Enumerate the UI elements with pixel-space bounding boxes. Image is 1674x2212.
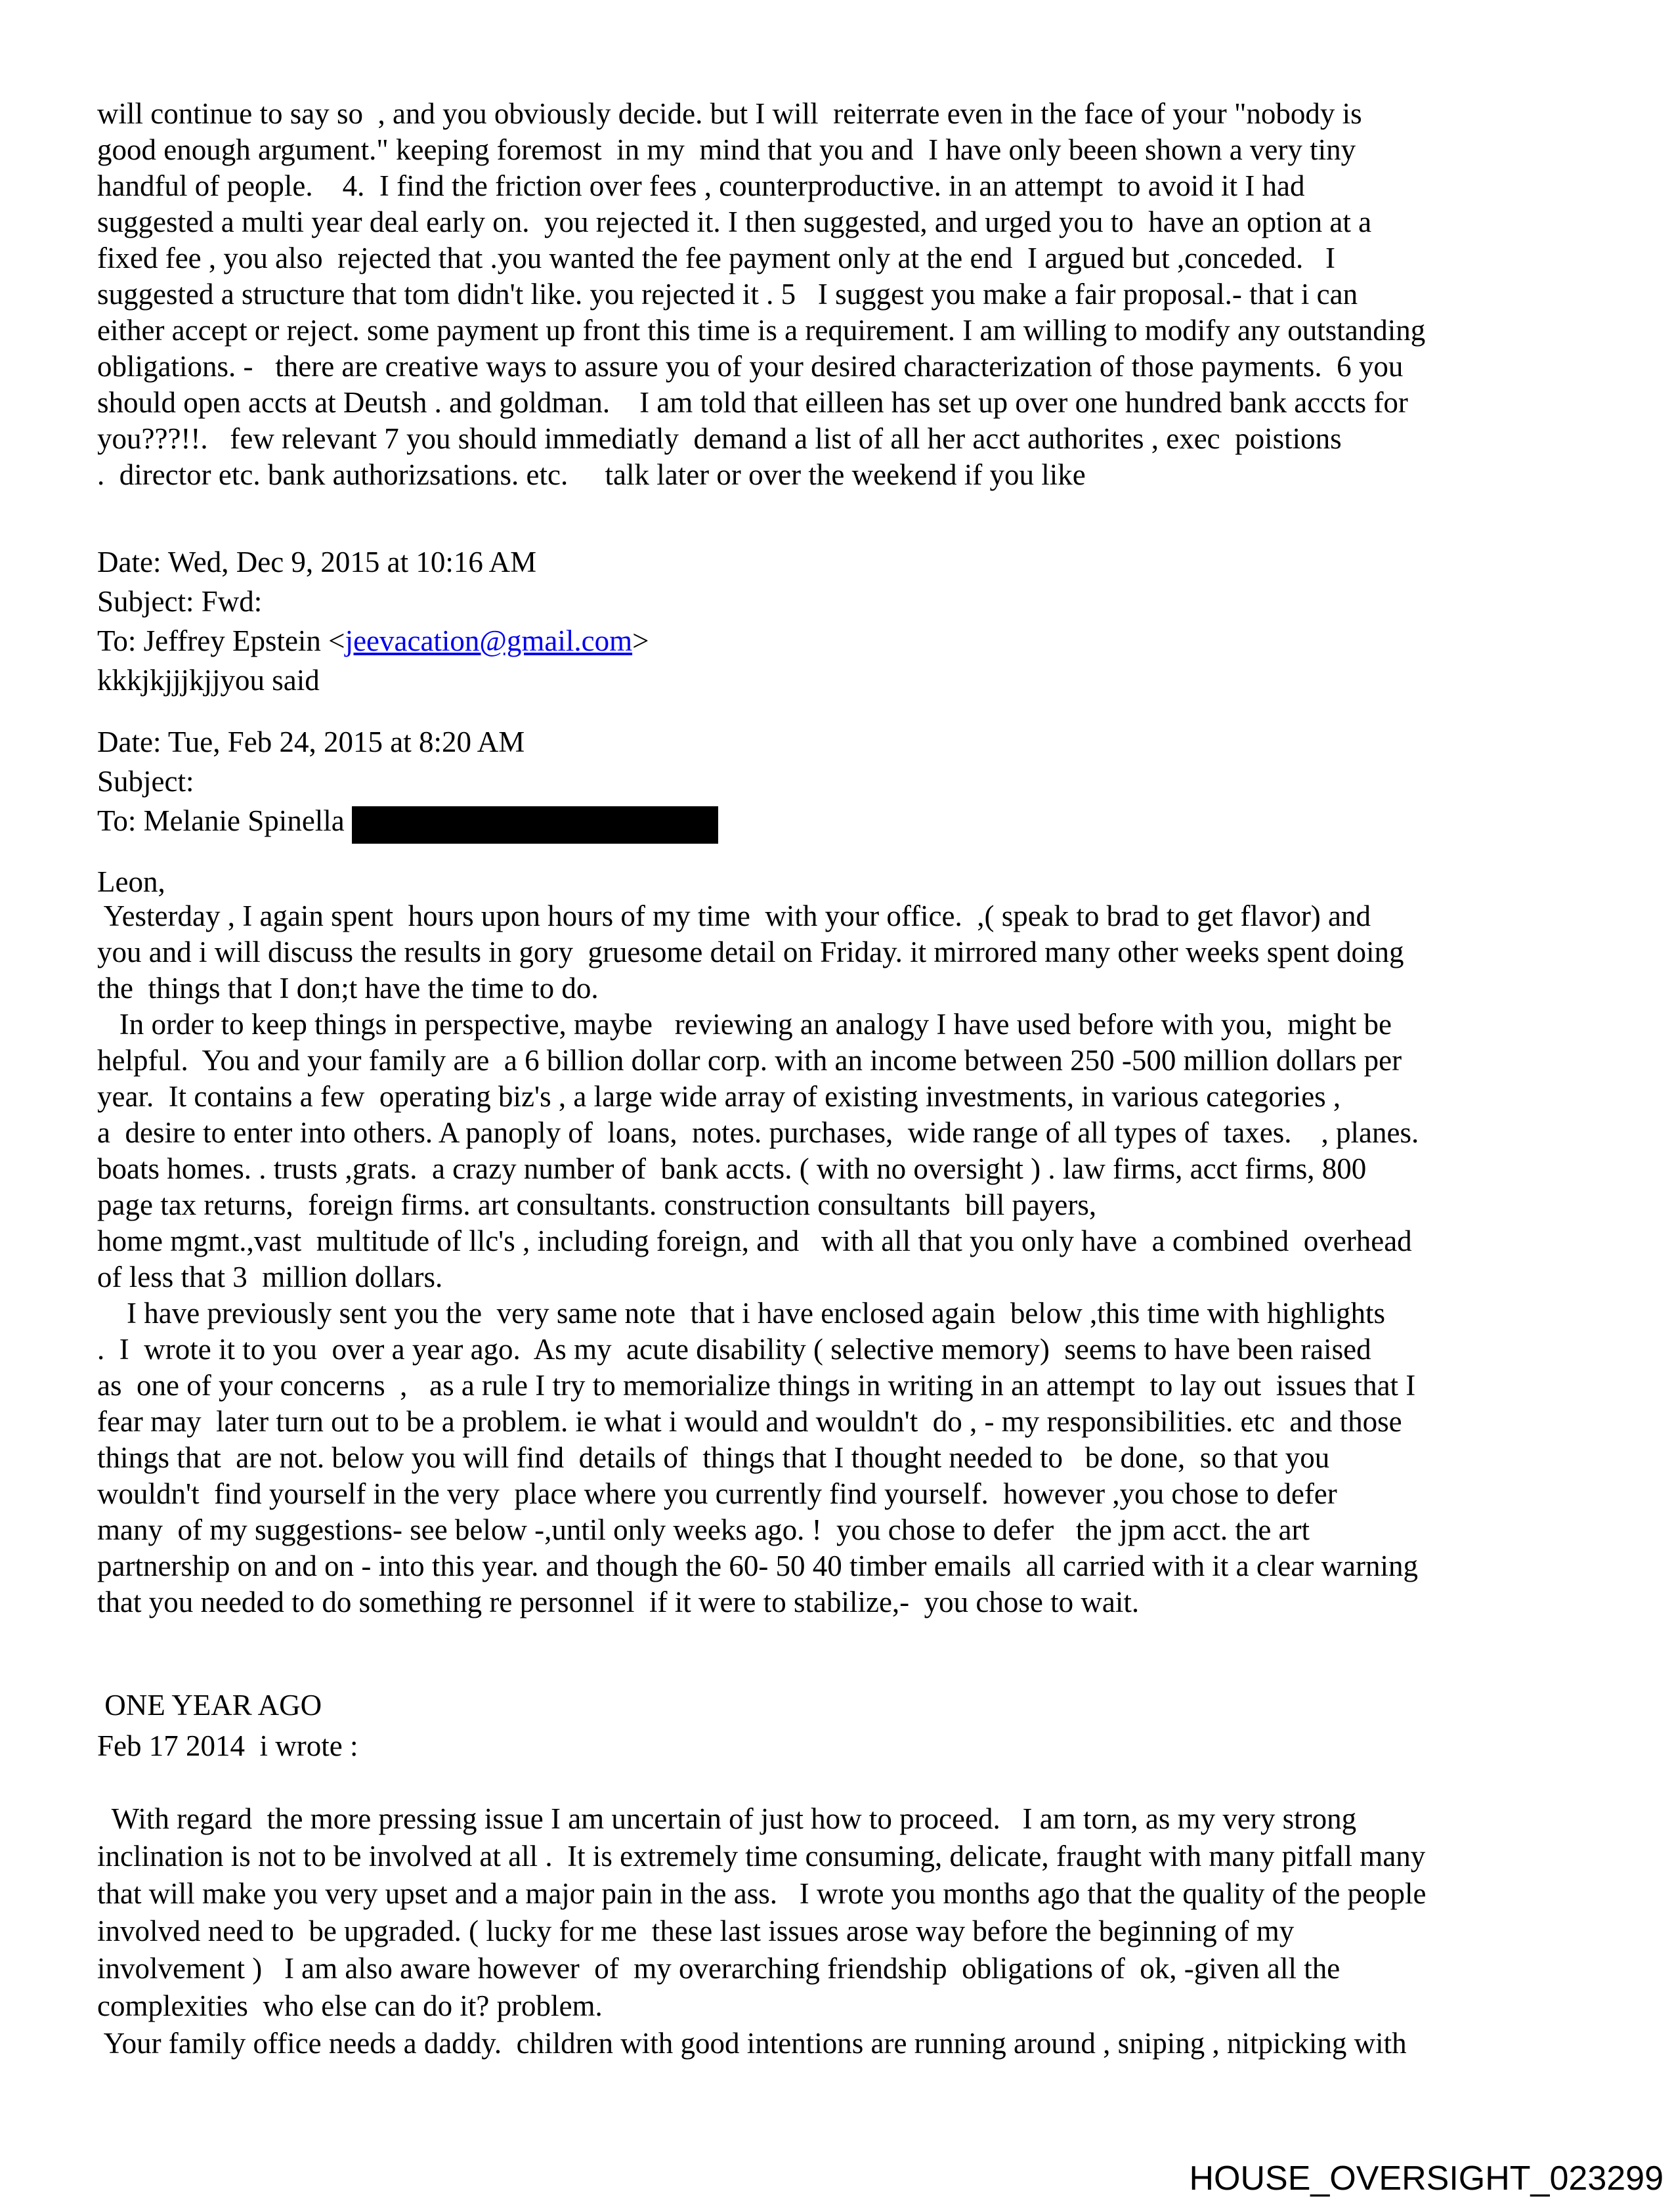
email-header-feb24 <box>97 722 718 901</box>
text-line: the things that I don;t have the time to do. <box>97 972 599 1005</box>
text-line: obligations. - there are creative ways to assure you of your desired characterization of those payments. 6 you <box>97 350 1404 383</box>
text-line: suggested a multi year deal early on. you rejected it. I then suggested, and urged you to have an option at a <box>97 206 1372 238</box>
email-fragment-top <box>97 96 1425 493</box>
text-line: home mgmt.,vast multitude of llc's , including foreign, and with all that you only have a combined overhead <box>97 1225 1412 1257</box>
text-line: . director etc. bank authorizsations. etc. talk later or over the weekend if you like <box>97 458 1086 491</box>
redaction-bar <box>352 806 718 844</box>
date-line: Date: Tue, Feb 24, 2015 at 8:20 AM <box>97 726 525 758</box>
email-body-feb24 <box>97 898 1419 1620</box>
text-line: . I wrote it to you over a year ago. As my acute disability ( selective memory) seems to have been raised <box>97 1333 1371 1366</box>
text-line: of less that 3 million dollars. <box>97 1261 443 1293</box>
text-line: will continue to say so , and you obviously decide. but I will reiterrate even in the face of your "nobody is <box>97 97 1362 130</box>
text-line: suggested a structure that tom didn't like. you rejected it . 5 I suggest you make a fair proposal.- that i can <box>97 278 1358 311</box>
text-line: involvement ) I am also aware however of my overarching friendship obligations of ok, -given all the <box>97 1952 1341 1985</box>
text-line: With regard the more pressing issue I am uncertain of just how to proceed. I am torn, as my very strong <box>97 1802 1357 1835</box>
text-line: that you needed to do something re personnel if it were to stabilize,- you chose to wait. <box>97 1586 1140 1618</box>
text-line: things that are not. below you will find details of things that I thought needed to be done, so that you <box>97 1441 1330 1474</box>
text-line: helpful. You and your family are a 6 billion dollar corp. with an income between 250 -500 million dollars per <box>97 1044 1402 1077</box>
text-line: you???!!. few relevant 7 you should immediatly demand a list of all her acct authorites , exec poistions <box>97 422 1342 455</box>
one-year-ago-heading: ONE YEAR AGO <box>97 1689 322 1722</box>
quoted-intro-line: kkkjkjjjkjjyou said <box>97 664 320 697</box>
bates-number: HOUSE_OVERSIGHT_023299 <box>1189 2159 1663 2198</box>
text-line: partnership on and on - into this year. and though the 60- 50 40 timber emails all carried with it a clear warning <box>97 1550 1418 1582</box>
text-line: page tax returns, foreign firms. art consultants. construction consultants bill payers, <box>97 1188 1097 1221</box>
text-line: year. It contains a few operating biz's , a large wide array of existing investments, in various categories , <box>97 1080 1341 1113</box>
text-line: Your family office needs a daddy. children with good intentions are running around , sniping , nitpicking with <box>97 2027 1407 2060</box>
text-line: handful of people. 4. I find the friction over fees , counterproductive. in an attempt to avoid it I had <box>97 169 1305 202</box>
text-line: good enough argument." keeping foremost in my mind that you and I have only beeen shown a very tiny <box>97 133 1356 166</box>
one-year-ago-section <box>97 1685 358 1766</box>
subject-line: Subject: Fwd: <box>97 585 263 618</box>
email-body-feb17-2014 <box>97 1800 1427 2062</box>
text-line: Yesterday , I again spent hours upon hours of my time with your office. ,( speak to brad to get flavor) and <box>97 900 1371 932</box>
text-line: as one of your concerns , as a rule I try to memorialize things in writing in an attempt to lay out issues that I <box>97 1369 1416 1402</box>
text-line: boats homes. . trusts ,grats. a crazy number of bank accts. ( with no oversight ) . law firms, acct firms, 800 <box>97 1152 1367 1185</box>
salutation-line: Leon, <box>97 865 165 898</box>
to-line <box>97 801 718 844</box>
text-line: inclination is not to be involved at all . It is extremely time consuming, delicate, fraught with many pitfall many <box>97 1840 1426 1873</box>
subject-line: Subject: <box>97 765 194 798</box>
text-line: many of my suggestions- see below -,until only weeks ago. ! you chose to defer the jpm acct. the art <box>97 1513 1310 1546</box>
text-line: a desire to enter into others. A panoply of loans, notes. purchases, wide range of all types of taxes. , planes. <box>97 1116 1419 1149</box>
text-line: fixed fee , you also rejected that .you wanted the fee payment only at the end I argued but ,conceded. I <box>97 242 1335 274</box>
email-link[interactable]: jeevacation@gmail.com <box>345 624 633 657</box>
text-line: that will make you very upset and a major pain in the ass. I wrote you months ago that the quality of the people <box>97 1877 1427 1910</box>
to-label: To: Melanie Spinella <box>97 804 353 837</box>
text-line: In order to keep things in perspective, maybe reviewing an analogy I have used before with you, might be <box>97 1008 1392 1041</box>
date-line: Date: Wed, Dec 9, 2015 at 10:16 AM <box>97 546 537 578</box>
text-line: complexities who else can do it? problem. <box>97 1989 603 2022</box>
text-line: I have previously sent you the very same note that i have enclosed again below ,this time with highlights <box>97 1297 1386 1330</box>
text-line: involved need to be upgraded. ( lucky for me these last issues arose way before the beginning of my <box>97 1915 1295 1947</box>
to-suffix: > <box>632 624 649 657</box>
email-header-dec9 <box>97 542 649 700</box>
text-line: wouldn't find yourself in the very place where you currently find yourself. however ,you chose to defer <box>97 1477 1337 1510</box>
text-line: should open accts at Deutsh . and goldman. I am told that eilleen has set up over one hundred bank acccts for <box>97 386 1408 419</box>
one-year-ago-subheading: Feb 17 2014 i wrote : <box>97 1729 358 1762</box>
text-line: you and i will discuss the results in gory gruesome detail on Friday. it mirrored many other weeks spent doing <box>97 936 1404 968</box>
to-line <box>97 621 649 661</box>
to-label: To: Jeffrey Epstein < <box>97 624 345 657</box>
text-line: fear may later turn out to be a problem. ie what i would and wouldn't do , - my responsibilities. etc and those <box>97 1405 1402 1438</box>
text-line: either accept or reject. some payment up front this time is a requirement. I am willing to modify any outstanding <box>97 314 1426 347</box>
